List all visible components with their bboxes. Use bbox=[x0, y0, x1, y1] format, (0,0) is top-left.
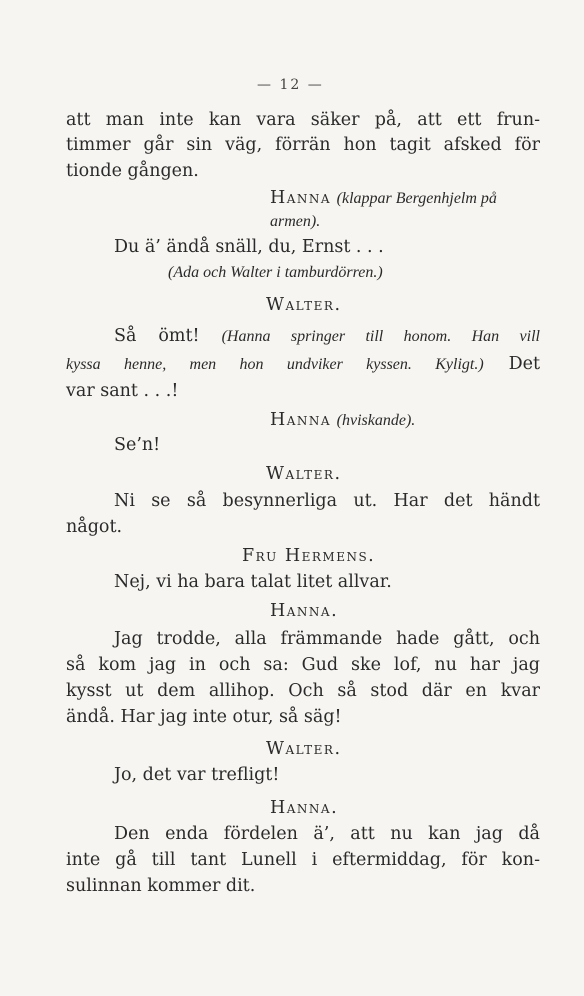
stage-direction: (hviskande). bbox=[336, 412, 416, 429]
text-line: inte gå till tant Lunell i eftermiddag, för kon- bbox=[66, 850, 540, 870]
page-number: — 12 — bbox=[257, 77, 324, 93]
text-line bbox=[66, 353, 540, 376]
text-line: att man inte kan vara säker på, att ett frun- bbox=[66, 110, 540, 130]
stage-line bbox=[270, 187, 497, 210]
stage-direction: kyssa henne, men hon undviker kyssen. Kyligt.) bbox=[66, 356, 484, 373]
speaker-name: Walter. bbox=[266, 464, 342, 484]
text-line: kysst ut dem allihop. Och så stod där en kvar bbox=[66, 681, 540, 701]
speaker-name: Fru Hermens. bbox=[242, 546, 376, 566]
stage-direction: (Hanna springer till honom. Han vill bbox=[221, 328, 540, 345]
text-line: ändå. Har jag inte otur, så säg! bbox=[66, 707, 342, 727]
speaker-name: Hanna bbox=[270, 188, 332, 208]
text-line: Nej, vi ha bara talat litet allvar. bbox=[114, 572, 392, 592]
stage-direction: (klappar Bergenhjelm på bbox=[336, 190, 497, 207]
text-line: Den enda fördelen ä’, att nu kan jag då bbox=[114, 824, 540, 844]
dialogue-text: Så ömt! bbox=[114, 326, 200, 346]
text-line: Du ä’ ändå snäll, du, Ernst . . . bbox=[114, 237, 384, 257]
text-line bbox=[114, 325, 540, 348]
stage-direction: armen). bbox=[270, 213, 321, 230]
text-line: Jo, det var trefligt! bbox=[114, 765, 280, 785]
speaker-name: Walter. bbox=[266, 739, 342, 759]
text-line: var sant . . .! bbox=[66, 381, 179, 401]
speaker-name: Hanna. bbox=[270, 601, 339, 621]
text-line: timmer går sin väg, förrän hon tagit afsked för bbox=[66, 135, 540, 155]
text-line: tionde gången. bbox=[66, 161, 199, 181]
text-line: sulinnan kommer dit. bbox=[66, 876, 256, 896]
text-line: Jag trodde, alla främmande hade gått, och bbox=[114, 629, 540, 649]
speaker-name: Walter. bbox=[266, 295, 342, 315]
dialogue-text: Det bbox=[508, 354, 540, 374]
stage-direction: (Ada och Walter i tamburdörren.) bbox=[168, 264, 383, 281]
text-line: Se’n! bbox=[114, 435, 161, 455]
speaker-name: Hanna. bbox=[270, 798, 339, 818]
stage-line bbox=[270, 409, 415, 432]
text-line: något. bbox=[66, 517, 123, 537]
text-line: så kom jag in och sa: Gud ske lof, nu har jag bbox=[66, 655, 540, 675]
text-line: Ni se så besynnerliga ut. Har det händt bbox=[114, 491, 540, 511]
speaker-name: Hanna bbox=[270, 410, 332, 430]
